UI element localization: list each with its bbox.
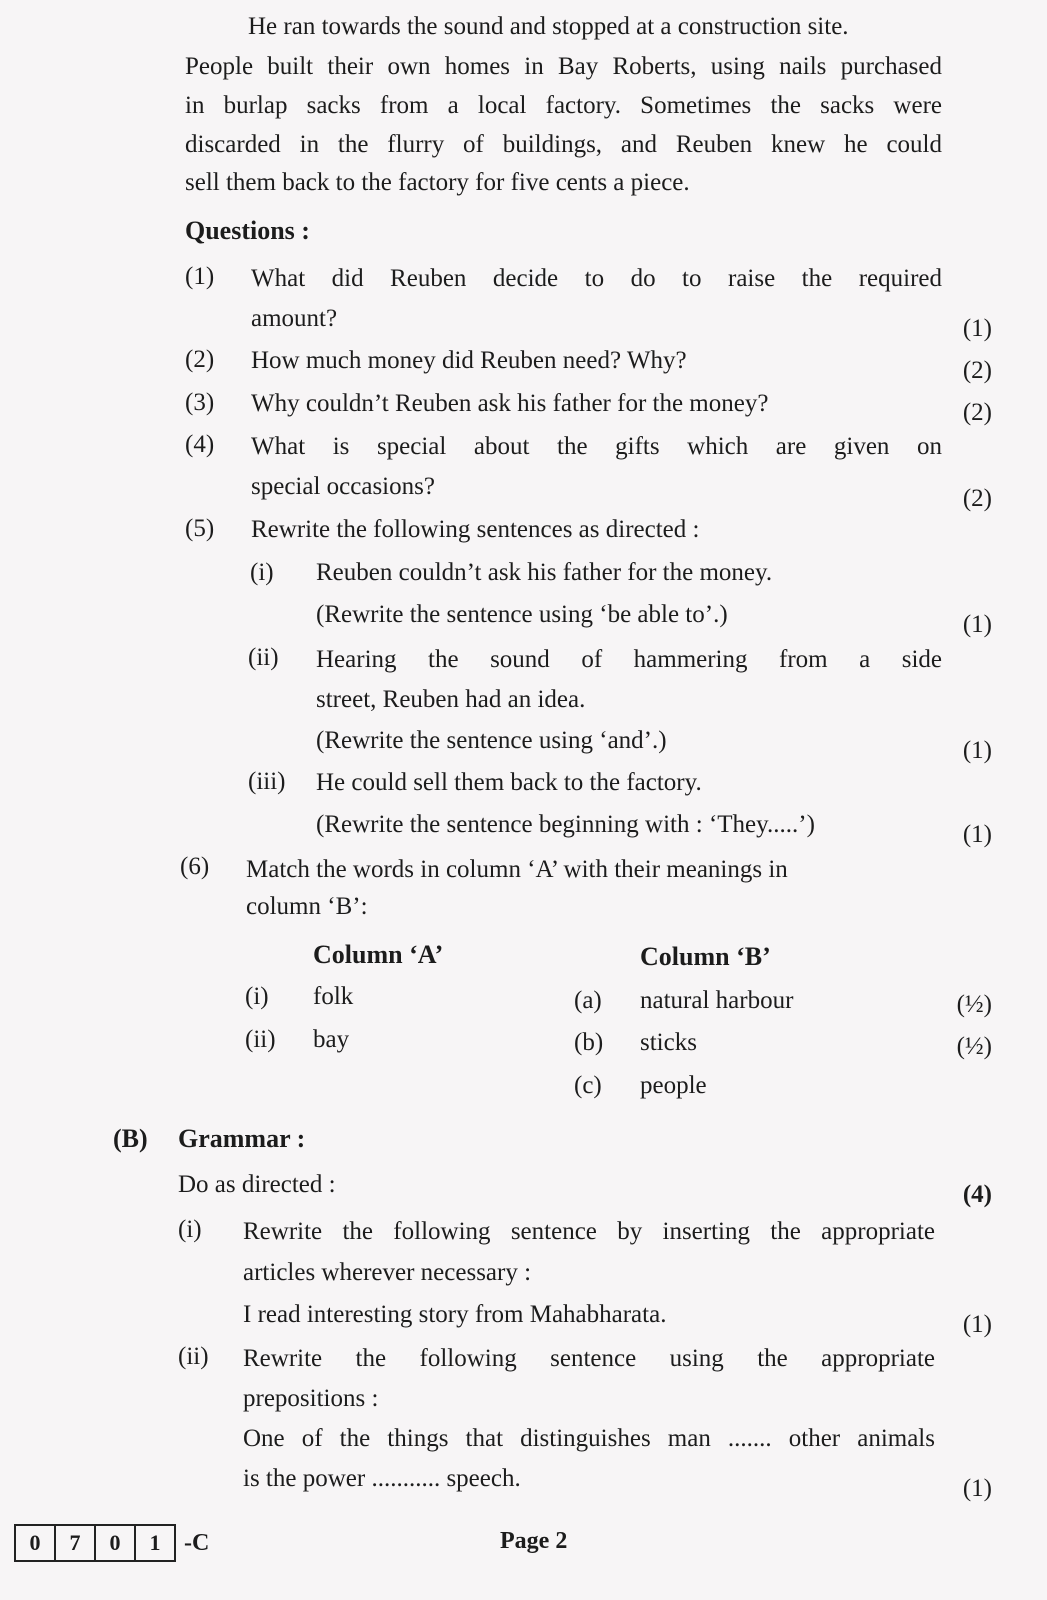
q6-mark: (½) xyxy=(956,991,992,1018)
q5-ii-number: (ii) xyxy=(248,644,279,671)
q5-number: (5) xyxy=(185,515,215,542)
grammar-instruction: Do as directed : xyxy=(178,1171,336,1198)
col-b-item-word: sticks xyxy=(640,1029,697,1056)
paper-code-digit: 0 xyxy=(14,1524,56,1562)
col-a-item-word: folk xyxy=(313,983,354,1010)
passage-line-1: He ran towards the sound and stopped at a construction site. xyxy=(248,13,849,40)
page-number: Page 2 xyxy=(500,1528,568,1554)
paper-code-digit: 1 xyxy=(134,1524,176,1562)
q5-ii-line1: Hearing the sound of hammering from a side xyxy=(316,646,942,673)
q6-number: (6) xyxy=(180,853,210,880)
q6-mark: (½) xyxy=(956,1033,992,1060)
q2-mark: (2) xyxy=(962,357,992,384)
grammar-heading: Grammar : xyxy=(178,1124,306,1153)
q2-number: (2) xyxy=(185,346,215,373)
q5-i-line2: (Rewrite the sentence using ‘be able to’.) xyxy=(316,601,728,628)
q5-iii-line2: (Rewrite the sentence beginning with : ‘They.....’) xyxy=(316,811,815,838)
paper-code xyxy=(14,1524,209,1562)
q5-ii-line3: (Rewrite the sentence using ‘and’.) xyxy=(316,727,667,754)
q4-text-line2: special occasions? xyxy=(251,473,435,500)
grammar-i-number: (i) xyxy=(178,1216,202,1243)
passage-line-4: discarded in the flurry of buildings, and Reuben knew he could xyxy=(185,131,942,158)
grammar-i-line2: articles wherever necessary : xyxy=(243,1259,532,1286)
q5-ii-mark: (1) xyxy=(962,737,992,764)
grammar-ii-number: (ii) xyxy=(178,1343,209,1370)
q5-ii-line2: street, Reuben had an idea. xyxy=(316,686,586,713)
col-b-item-word: natural harbour xyxy=(640,987,794,1014)
col-a-item-num: (i) xyxy=(245,983,269,1010)
q5-i-line1: Reuben couldn’t ask his father for the money. xyxy=(316,559,773,586)
grammar-ii-line1: Rewrite the following sentence using the appropriate xyxy=(243,1345,935,1372)
q3-text: Why couldn’t Reuben ask his father for the money? xyxy=(251,390,769,417)
passage-line-5: sell them back to the factory for five cents a piece. xyxy=(185,169,690,196)
q1-text-line1: What did Reuben decide to do to raise the required xyxy=(251,265,942,292)
col-b-item-num: (b) xyxy=(574,1029,604,1056)
grammar-ii-mark: (1) xyxy=(962,1475,992,1502)
q4-text-line1: What is special about the gifts which are given on xyxy=(251,433,942,460)
col-b-item-num: (a) xyxy=(574,987,602,1014)
passage-line-2: People built their own homes in Bay Roberts, using nails purchased xyxy=(185,53,942,80)
q5-iii-mark: (1) xyxy=(962,821,992,848)
q5-iii-number: (iii) xyxy=(248,768,286,795)
section-b-label: (B) xyxy=(113,1124,148,1153)
q4-mark: (2) xyxy=(962,485,992,512)
passage-line-3: in burlap sacks from a local factory. Sometimes the sacks were xyxy=(185,92,942,119)
grammar-ii-line3: One of the things that distinguishes man ....... other animals xyxy=(243,1425,935,1452)
q4-number: (4) xyxy=(185,431,215,458)
grammar-i-line3: I read interesting story from Mahabharata. xyxy=(243,1301,667,1328)
q1-number: (1) xyxy=(185,263,215,290)
column-b-heading: Column ‘B’ xyxy=(640,942,771,971)
grammar-mark: (4) xyxy=(962,1181,992,1208)
col-b-item-num: (c) xyxy=(574,1072,602,1099)
q1-text-line2: amount? xyxy=(251,305,338,332)
q5-i-number: (i) xyxy=(250,559,274,586)
paper-code-digit: 0 xyxy=(94,1524,136,1562)
col-b-item-word: people xyxy=(640,1072,707,1099)
q3-number: (3) xyxy=(185,389,215,416)
q5-text: Rewrite the following sentences as directed : xyxy=(251,516,700,543)
q5-i-mark: (1) xyxy=(962,611,992,638)
q3-mark: (2) xyxy=(962,399,992,426)
col-a-item-num: (ii) xyxy=(245,1026,276,1053)
q5-iii-line1: He could sell them back to the factory. xyxy=(316,769,702,796)
column-a-heading: Column ‘A’ xyxy=(313,940,444,969)
paper-code-digit: 7 xyxy=(54,1524,96,1562)
grammar-ii-line4: is the power ........... speech. xyxy=(243,1465,521,1492)
questions-heading: Questions : xyxy=(185,216,310,245)
q6-text-line2: column ‘B’: xyxy=(246,893,368,920)
grammar-i-line1: Rewrite the following sentence by inserting the appropriate xyxy=(243,1218,935,1245)
paper-code-suffix: -C xyxy=(184,1529,210,1556)
q1-mark: (1) xyxy=(962,315,992,342)
grammar-ii-line2: prepositions : xyxy=(243,1385,379,1412)
grammar-i-mark: (1) xyxy=(962,1311,992,1338)
q2-text: How much money did Reuben need? Why? xyxy=(251,347,687,374)
col-a-item-word: bay xyxy=(313,1026,350,1053)
q6-text-line1: Match the words in column ‘A’ with their meanings in xyxy=(246,856,788,883)
